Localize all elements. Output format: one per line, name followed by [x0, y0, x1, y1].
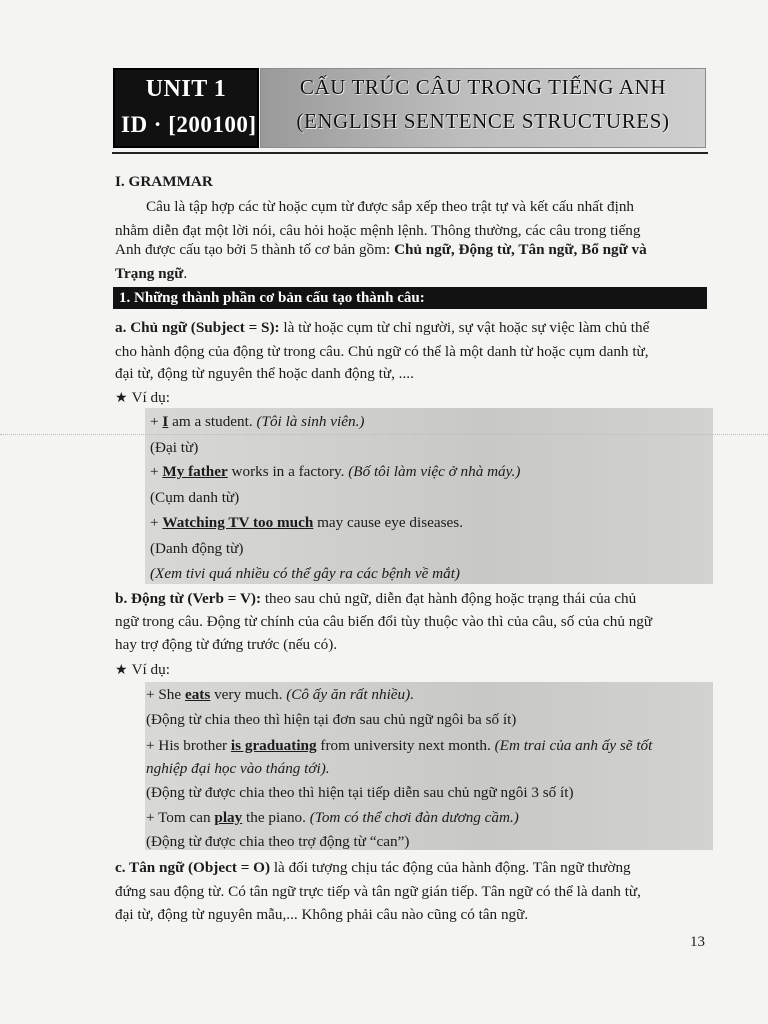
title-vietnamese: CẤU TRÚC CÂU TRONG TIẾNG ANH — [299, 75, 667, 99]
intro-line-4 — [115, 262, 187, 286]
verb-definition: theo sau chủ ngữ, diễn đạt hành động hoặc trạng thái của chủ — [261, 590, 637, 607]
subject-example-3-translation: (Xem tivi quá nhiều có thể gây ra các bệnh về mắt) — [150, 565, 460, 582]
unit-id: ID · [200100] — [121, 112, 257, 137]
example-translation: (Tôi là sinh viên.) — [256, 413, 365, 430]
example-text: the piano. — [242, 809, 310, 826]
verb-example-2 — [146, 734, 652, 758]
object-line-1 — [115, 856, 631, 880]
verb-example-label — [115, 658, 170, 683]
object-line-3: đại từ, động từ nguyên mẫu,... Không phải câu nào cũng có tân ngữ. — [115, 906, 529, 923]
verb-example-3 — [146, 806, 519, 830]
unit-badge — [113, 68, 259, 148]
object-line-2: đứng sau động từ. Có tân ngữ trực tiếp và tân ngữ gián tiếp. Tân ngữ có thể là danh từ, — [115, 883, 641, 900]
example-key: Watching TV too much — [162, 514, 314, 531]
subject-example-1 — [150, 410, 364, 434]
subject-line-2: cho hành động của động từ trong câu. Chủ ngữ có thể là một danh từ hoặc cụm danh từ, — [115, 343, 649, 360]
intro-adverbial: Trạng ngữ — [115, 265, 184, 282]
example-text: am a student. — [168, 413, 257, 430]
subject-example-2 — [150, 460, 520, 484]
example-translation: (Tom có thể chơi đàn dương cầm.) — [309, 809, 519, 826]
verb-example-1-note: (Động từ chia theo thì hiện tại đơn sau chủ ngữ ngôi ba số ít) — [146, 711, 517, 728]
verb-line-1 — [115, 587, 636, 611]
example-text: very much. — [210, 686, 287, 703]
example-translation: (Em trai của anh ấy sẽ tốt — [494, 737, 653, 754]
subject-example-3-note: (Danh động từ) — [150, 540, 244, 557]
header-divider — [112, 152, 708, 154]
bullet: + — [150, 514, 163, 531]
intro-period: . — [183, 265, 188, 282]
section-heading-1: 1. Những thành phần cơ bản cấu tạo thành câu: — [113, 287, 707, 309]
example-translation: (Cô ấy ăn rất nhiều). — [286, 686, 414, 703]
verb-example-1 — [146, 683, 414, 707]
example-text: + His brother — [146, 737, 231, 754]
example-text: + Tom can — [146, 809, 215, 826]
verb-line-3: hay trợ động từ đứng trước (nếu có). — [115, 636, 338, 653]
intro-components: Chủ ngữ, Động từ, Tân ngữ, Bổ ngữ và — [394, 241, 647, 258]
example-key: My father — [162, 463, 228, 480]
unit-title-banner — [260, 68, 706, 148]
subject-definition: là từ hoặc cụm từ chỉ người, sự vật hoặc sự việc làm chủ thể — [279, 319, 650, 336]
example-key: is graduating — [230, 737, 317, 754]
intro-line-2: nhằm diễn đạt một lời nói, câu hỏi hoặc mệnh lệnh. Thông thường, các câu trong tiếng — [115, 222, 641, 239]
example-key: eats — [184, 686, 211, 703]
verb-label: b. Động từ (Verb = V): — [115, 590, 262, 607]
example-text: works in a factory. — [227, 463, 349, 480]
example-text: + She — [146, 686, 185, 703]
unit-title: UNIT 1 — [145, 76, 227, 102]
intro-line-1: Câu là tập hợp các từ hoặc cụm từ được sắp xếp theo trật tự và kết cấu nhất định — [146, 198, 635, 215]
subject-example-1-note: (Đại từ) — [150, 439, 199, 456]
example-key: play — [214, 809, 243, 826]
verb-example-2-note: (Động từ được chia theo thì hiện tại tiếp diễn sau chủ ngữ ngôi 3 số ít) — [146, 784, 574, 801]
title-english: (ENGLISH SENTENCE STRUCTURES) — [296, 109, 670, 133]
verb-line-2: ngữ trong câu. Động từ chính của câu biến đổi tùy thuộc vào thì của câu, số của chủ ngữ — [115, 613, 653, 630]
intro-text: Anh được cấu tạo bởi 5 thành tố cơ bản gồm: — [115, 241, 395, 258]
example-translation: (Bố tôi làm việc ở nhà máy.) — [348, 463, 521, 480]
subject-line-3: đại từ, động từ nguyên thể hoặc danh động từ, .... — [115, 365, 414, 382]
star-icon: ★ — [115, 663, 128, 678]
grammar-heading: I. GRAMMAR — [115, 173, 213, 190]
star-icon: ★ — [115, 391, 128, 406]
object-definition: là đối tượng chịu tác động của hành động. Tân ngữ thường — [270, 859, 631, 876]
bullet: + — [150, 463, 163, 480]
verb-example-2-translation: nghiệp đại học vào tháng tới). — [146, 760, 330, 777]
example-text: from university next month. — [316, 737, 495, 754]
subject-example-3 — [150, 511, 463, 535]
object-label: c. Tân ngữ (Object = O) — [115, 859, 271, 876]
subject-label: a. Chủ ngữ (Subject = S): — [115, 319, 280, 336]
example-text: may cause eye diseases. — [313, 514, 463, 531]
example-label: Ví dụ: — [131, 661, 170, 678]
subject-example-2-note: (Cụm danh từ) — [150, 489, 240, 506]
scan-artifact-line — [0, 434, 768, 436]
subject-line-1 — [115, 316, 649, 340]
example-key: I — [162, 413, 169, 430]
intro-line-3 — [115, 238, 647, 262]
verb-example-3-note: (Động từ được chia theo trợ động từ “can”) — [146, 833, 410, 850]
bullet: + — [150, 413, 163, 430]
page-number: 13 — [690, 934, 705, 950]
example-label: Ví dụ: — [131, 389, 170, 406]
